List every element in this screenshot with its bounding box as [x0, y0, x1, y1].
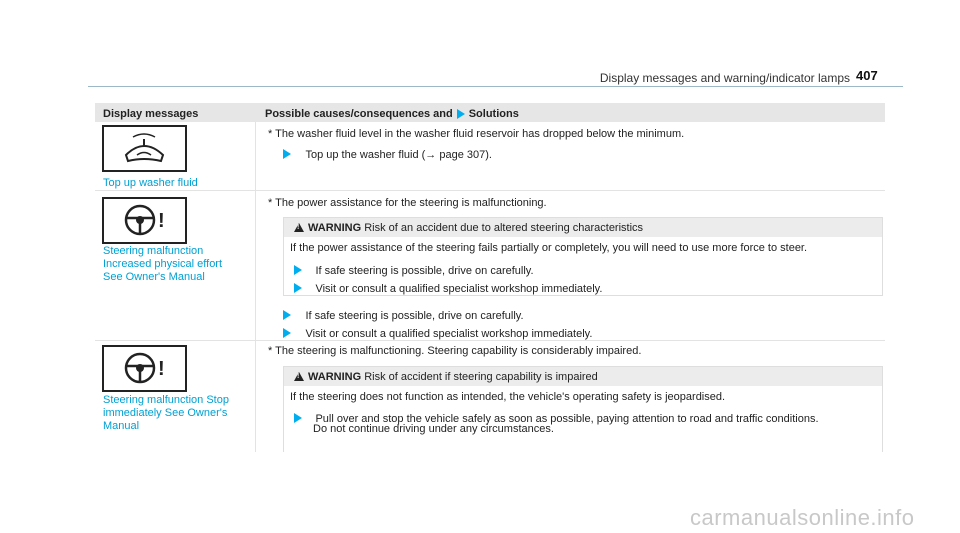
steering-wheel-warning-icon: [104, 347, 185, 390]
washer-fluid-icon-box: [102, 125, 187, 172]
header-rule: [88, 86, 903, 87]
solution-text: Top up the washer fluid (→ page 307).: [305, 149, 492, 161]
cause-text: * The power assistance for the steering is malfunctioning.: [268, 197, 547, 209]
warning-step: [294, 261, 534, 279]
steering-wheel-warning-icon: [104, 199, 185, 242]
message-manual: Manual: [103, 420, 140, 432]
warning-step-text: Visit or consult a qualified specialist workshop immediately.: [315, 283, 603, 295]
warning-title: Risk of accident if steering capability is impaired: [364, 371, 598, 383]
col-header-causes-label: Possible causes/consequences and: [265, 108, 453, 120]
message-see-owners-manual: See Owner's Manual: [103, 271, 205, 283]
message-steering-malfunction: Steering malfunction: [103, 245, 204, 257]
row-divider: [95, 190, 885, 191]
message-top-up-washer-fluid: Top up washer fluid: [103, 177, 198, 189]
warning-title: Risk of an accident due to altered steering characteristics: [364, 222, 644, 234]
solution-step: [283, 324, 592, 342]
message-increased-effort: Increased physical effort: [103, 258, 223, 270]
col-header-solutions-label: Solutions: [468, 108, 519, 120]
steering-warning-icon-box: [102, 197, 187, 244]
svg-text:!: !: [158, 210, 165, 232]
arrow-right-icon: [283, 328, 291, 338]
washer-fluid-icon: [104, 127, 185, 170]
warning-heading: [308, 371, 598, 383]
arrow-right-icon: [283, 149, 291, 159]
warning-label: WARNING: [308, 222, 362, 234]
solution-step: [283, 145, 492, 163]
arrow-right-icon: [294, 265, 302, 275]
arrow-right-icon: [283, 310, 291, 320]
col-header-display-messages: Display messages: [103, 108, 199, 120]
solution-step: [283, 306, 524, 324]
warning-step-continuation: Do not continue driving under any circumstances.: [313, 423, 554, 435]
cause-text: * The steering is malfunctioning. Steering capability is considerably impaired.: [268, 345, 642, 357]
warning-triangle-icon: [294, 223, 304, 232]
cause-text: * The washer fluid level in the washer fluid reservoir has dropped below the minimum.: [268, 128, 685, 140]
arrow-right-icon: [457, 109, 465, 119]
page-number: 407: [856, 68, 878, 83]
running-header: Display messages and warning/indicator lamps: [599, 71, 850, 85]
column-divider: [255, 122, 256, 452]
warning-label: WARNING: [308, 371, 362, 383]
svg-text:!: !: [158, 358, 165, 380]
watermark: carmanualsonline.info: [690, 505, 915, 530]
warning-text: If the steering does not function as intended, the vehicle's operating safety is jeopardised.: [290, 391, 726, 403]
warning-triangle-icon: [294, 372, 304, 381]
col-header-causes: [265, 108, 519, 120]
warning-text: If the power assistance of the steering fails partially or completely, you will need to use more force to steer.: [290, 242, 808, 254]
solution-text: If safe steering is possible, drive on carefully.: [305, 310, 524, 322]
warning-step-text: Pull over and stop the vehicle safely as soon as possible, paying attention to road and traffic conditions.: [315, 413, 819, 425]
message-immediately: immediately See Owner's: [103, 407, 228, 419]
warning-step-text: If safe steering is possible, drive on carefully.: [315, 265, 534, 277]
warning-step: [294, 279, 602, 297]
arrow-right-icon: [294, 283, 302, 293]
warning-heading: [308, 222, 643, 234]
arrow-right-icon: [294, 413, 302, 423]
message-steering-malfunction-stop: Steering malfunction Stop: [103, 394, 229, 406]
steering-warning-icon-box: [102, 345, 187, 392]
solution-text: Visit or consult a qualified specialist workshop immediately.: [305, 328, 593, 340]
